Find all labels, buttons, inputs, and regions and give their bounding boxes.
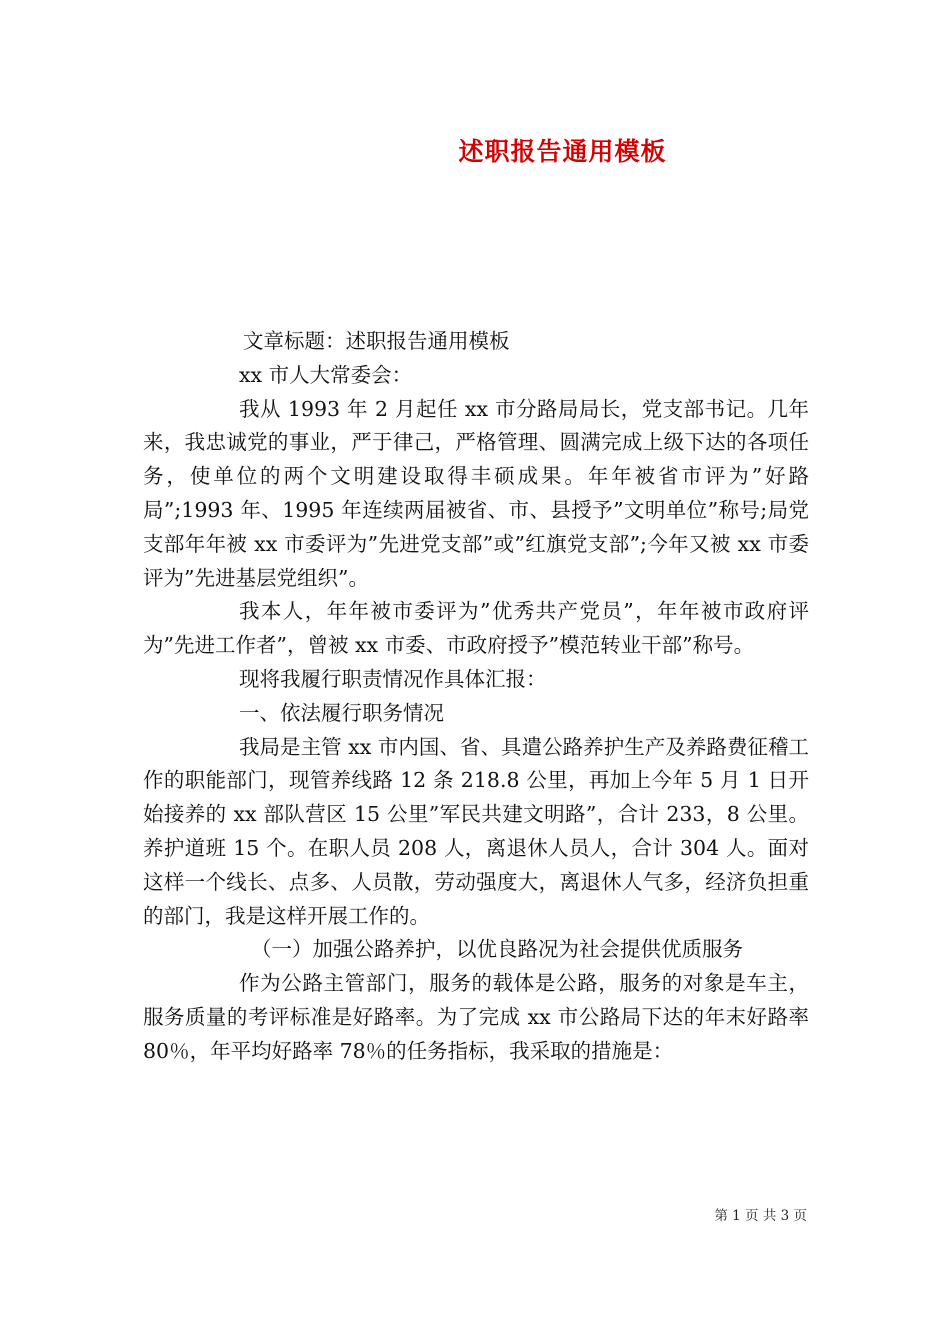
paragraph-honors: 我本人，年年被市委评为”优秀共产党员”，年年被市政府评为”先进工作者”，曾被 xx 市委、市政府授予”模范转业干部”称号。	[143, 599, 809, 658]
document-title: 述职报告通用模板	[458, 137, 667, 166]
subsection-heading-1: （一）加强公路养护，以优良路况为社会提供优质服务	[251, 937, 743, 962]
article-heading: 文章标题：述职报告通用模板	[243, 329, 510, 353]
page-number: 第 1 页 共 3 页	[714, 1208, 807, 1224]
paragraph-intro: 我从 1993 年 2 月起任 xx 市分路局局长，党支部书记。几年来，我忠诚党的事业，严于律己，严格管理、圆满完成上级下达的各项任务，使单位的两个文明建设取得丰硕成果。年年被省市评为”好路局”;1993 年、1995 年连续两届被省、市、县授予”文明单位”称号;局党支部年年被 xx 市委评为”先进党支部”或”红旗党支部”;今年又被 xx 市委评为”先进基层党组织”。	[143, 396, 809, 590]
section-heading-1: 一、依法履行职务情况	[239, 700, 444, 725]
paragraph-report-lead: 现将我履行职责情况作具体汇报：	[239, 666, 547, 691]
document-body	[143, 325, 809, 1069]
paragraph-bureau-overview: 我局是主管 xx 市内国、省、具遣公路养护生产及养路费征稽工作的职能部门，现管养线路 12 条 218.8 公里，再加上今年 5 月 1 日开始接养的 xx 部队营区 15 公里”军民共建文明路”，合计 233，8 公里。养护道班 15 个。在职人员 208 人，离退休人员人，合计 304 人。面对这样一个线长、点多、人员散，劳动强度大，离退休人气多，经济负担重的部门，我是这样开展工作的。	[143, 734, 809, 928]
salutation: xx 市人大常委会：	[239, 362, 413, 387]
paragraph-road-service: 作为公路主管部门，服务的载体是公路，服务的对象是车主，服务质量的考评标准是好路率。为了完成 xx 市公路局下达的年末好路率 80％，年平均好路率 78％的任务指标，我采取的措施是：	[143, 971, 809, 1063]
